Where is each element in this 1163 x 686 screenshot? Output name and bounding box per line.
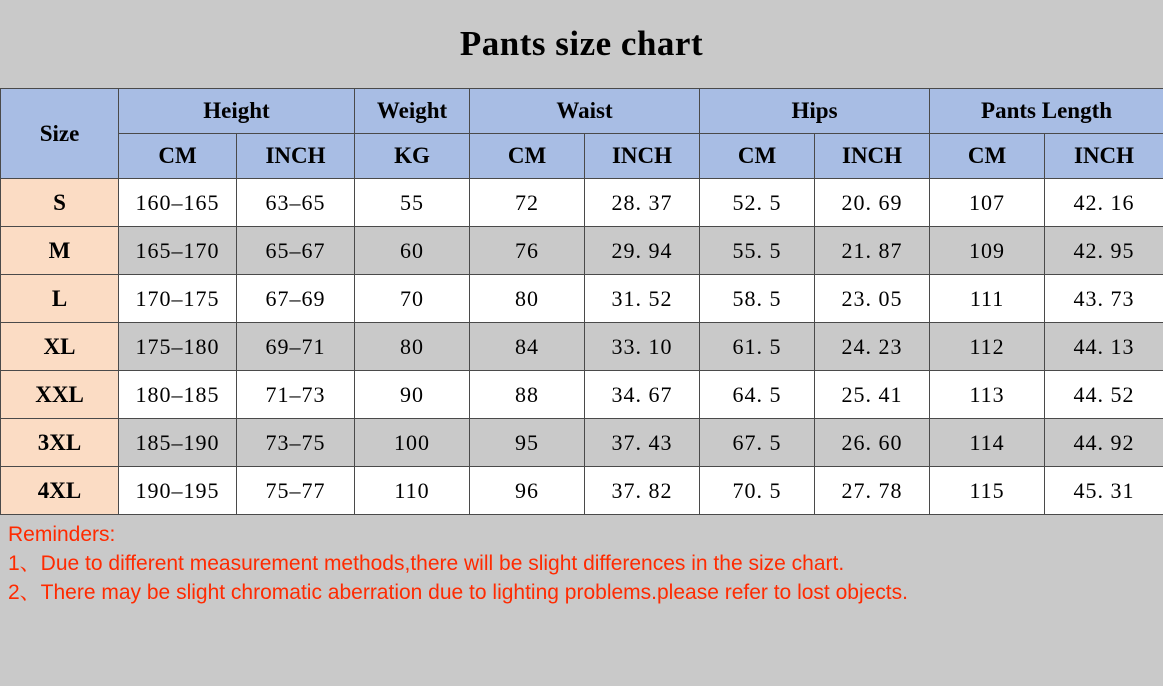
cell-pants-length-cm: 115 bbox=[930, 467, 1045, 515]
cell-height-inch: 67–69 bbox=[237, 275, 355, 323]
header-hips: Hips bbox=[700, 89, 930, 134]
cell-weight-kg: 110 bbox=[355, 467, 470, 515]
cell-waist-cm: 95 bbox=[470, 419, 585, 467]
cell-hips-cm: 58. 5 bbox=[700, 275, 815, 323]
cell-waist-cm: 88 bbox=[470, 371, 585, 419]
cell-height-inch: 69–71 bbox=[237, 323, 355, 371]
cell-hips-cm: 55. 5 bbox=[700, 227, 815, 275]
cell-waist-inch: 34. 67 bbox=[585, 371, 700, 419]
header-waist-cm: CM bbox=[470, 134, 585, 179]
table-row bbox=[1, 179, 1163, 227]
cell-hips-inch: 27. 78 bbox=[815, 467, 930, 515]
cell-hips-inch: 26. 60 bbox=[815, 419, 930, 467]
cell-weight-kg: 80 bbox=[355, 323, 470, 371]
reminders-heading: Reminders: bbox=[8, 523, 116, 546]
cell-height-cm: 180–185 bbox=[119, 371, 237, 419]
cell-pants-length-inch: 42. 16 bbox=[1045, 179, 1163, 227]
row-size-label: S bbox=[1, 179, 119, 227]
cell-waist-cm: 84 bbox=[470, 323, 585, 371]
header-height-inch: INCH bbox=[237, 134, 355, 179]
cell-pants-length-cm: 112 bbox=[930, 323, 1045, 371]
header-hips-cm: CM bbox=[700, 134, 815, 179]
cell-pants-length-inch: 42. 95 bbox=[1045, 227, 1163, 275]
cell-height-cm: 170–175 bbox=[119, 275, 237, 323]
cell-height-cm: 175–180 bbox=[119, 323, 237, 371]
cell-waist-inch: 29. 94 bbox=[585, 227, 700, 275]
row-size-label: M bbox=[1, 227, 119, 275]
cell-hips-inch: 21. 87 bbox=[815, 227, 930, 275]
header-size: Size bbox=[1, 89, 119, 179]
cell-weight-kg: 70 bbox=[355, 275, 470, 323]
table-row bbox=[1, 419, 1163, 467]
header-pants-length-inch: INCH bbox=[1045, 134, 1163, 179]
table-row bbox=[1, 467, 1163, 515]
row-size-label: XXL bbox=[1, 371, 119, 419]
cell-waist-inch: 37. 82 bbox=[585, 467, 700, 515]
cell-waist-inch: 31. 52 bbox=[585, 275, 700, 323]
cell-hips-inch: 25. 41 bbox=[815, 371, 930, 419]
table-row bbox=[1, 323, 1163, 371]
size-chart-table bbox=[0, 88, 1163, 515]
row-size-label: L bbox=[1, 275, 119, 323]
cell-height-inch: 63–65 bbox=[237, 179, 355, 227]
cell-pants-length-cm: 113 bbox=[930, 371, 1045, 419]
cell-hips-cm: 70. 5 bbox=[700, 467, 815, 515]
cell-height-inch: 65–67 bbox=[237, 227, 355, 275]
cell-waist-cm: 96 bbox=[470, 467, 585, 515]
cell-hips-cm: 67. 5 bbox=[700, 419, 815, 467]
header-hips-inch: INCH bbox=[815, 134, 930, 179]
header-waist: Waist bbox=[470, 89, 700, 134]
cell-pants-length-inch: 44. 13 bbox=[1045, 323, 1163, 371]
header-weight-kg: KG bbox=[355, 134, 470, 179]
cell-height-cm: 165–170 bbox=[119, 227, 237, 275]
cell-weight-kg: 90 bbox=[355, 371, 470, 419]
header-pants-length-cm: CM bbox=[930, 134, 1045, 179]
row-size-label: 4XL bbox=[1, 467, 119, 515]
table-row bbox=[1, 227, 1163, 275]
cell-hips-inch: 20. 69 bbox=[815, 179, 930, 227]
table-header-group-row bbox=[1, 89, 1163, 134]
cell-height-inch: 71–73 bbox=[237, 371, 355, 419]
cell-pants-length-inch: 43. 73 bbox=[1045, 275, 1163, 323]
header-weight: Weight bbox=[355, 89, 470, 134]
header-pants-length: Pants Length bbox=[930, 89, 1163, 134]
cell-waist-inch: 28. 37 bbox=[585, 179, 700, 227]
header-height-cm: CM bbox=[119, 134, 237, 179]
cell-hips-inch: 24. 23 bbox=[815, 323, 930, 371]
cell-weight-kg: 60 bbox=[355, 227, 470, 275]
row-size-label: XL bbox=[1, 323, 119, 371]
cell-hips-cm: 61. 5 bbox=[700, 323, 815, 371]
cell-pants-length-inch: 45. 31 bbox=[1045, 467, 1163, 515]
cell-pants-length-cm: 107 bbox=[930, 179, 1045, 227]
table-header-units-row bbox=[1, 134, 1163, 179]
cell-pants-length-cm: 109 bbox=[930, 227, 1045, 275]
cell-height-inch: 73–75 bbox=[237, 419, 355, 467]
cell-hips-cm: 52. 5 bbox=[700, 179, 815, 227]
cell-height-cm: 185–190 bbox=[119, 419, 237, 467]
cell-pants-length-inch: 44. 92 bbox=[1045, 419, 1163, 467]
table-row bbox=[1, 275, 1163, 323]
cell-pants-length-inch: 44. 52 bbox=[1045, 371, 1163, 419]
cell-waist-cm: 72 bbox=[470, 179, 585, 227]
cell-hips-cm: 64. 5 bbox=[700, 371, 815, 419]
table-row bbox=[1, 371, 1163, 419]
header-height: Height bbox=[119, 89, 355, 134]
page-title: Pants size chart bbox=[459, 24, 704, 63]
cell-height-cm: 190–195 bbox=[119, 467, 237, 515]
cell-height-inch: 75–77 bbox=[237, 467, 355, 515]
reminder-line-2: 2、There may be slight chromatic aberration due to lighting problems.please refer to lost objects. bbox=[8, 580, 908, 604]
cell-pants-length-cm: 114 bbox=[930, 419, 1045, 467]
cell-waist-inch: 37. 43 bbox=[585, 419, 700, 467]
cell-height-cm: 160–165 bbox=[119, 179, 237, 227]
cell-weight-kg: 100 bbox=[355, 419, 470, 467]
row-size-label: 3XL bbox=[1, 419, 119, 467]
cell-waist-inch: 33. 10 bbox=[585, 323, 700, 371]
cell-waist-cm: 76 bbox=[470, 227, 585, 275]
cell-waist-cm: 80 bbox=[470, 275, 585, 323]
reminder-line-1: 1、Due to different measurement methods,there will be slight differences in the size chart. bbox=[8, 551, 845, 575]
cell-hips-inch: 23. 05 bbox=[815, 275, 930, 323]
reminders-section bbox=[0, 515, 1163, 608]
cell-weight-kg: 55 bbox=[355, 179, 470, 227]
header-waist-inch: INCH bbox=[585, 134, 700, 179]
title-bar bbox=[0, 0, 1163, 88]
cell-pants-length-cm: 111 bbox=[930, 275, 1045, 323]
